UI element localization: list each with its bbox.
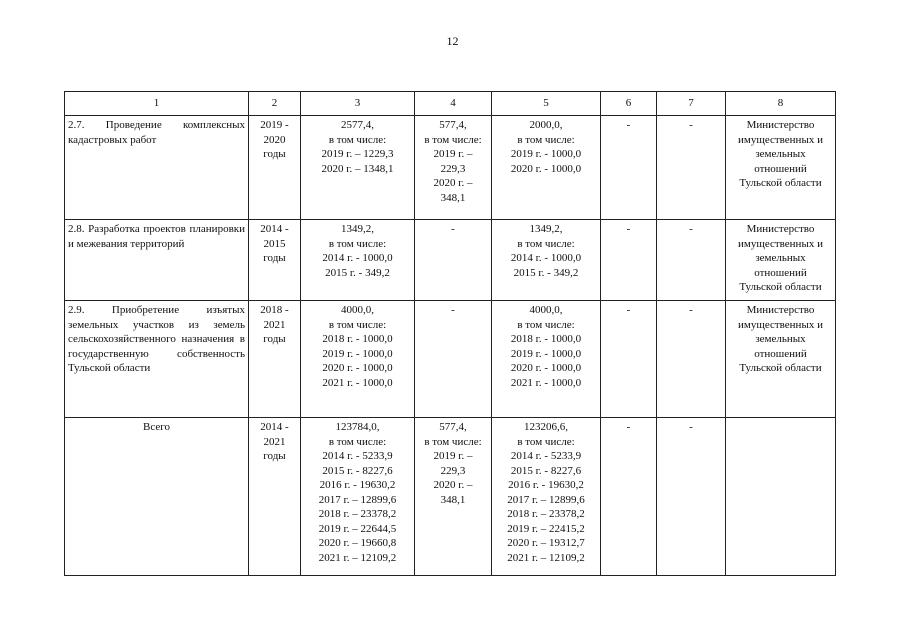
total-period-cell-line: 2021 — [263, 435, 286, 448]
regional-funding-cell-line: 2019 г. - 1000,0 — [510, 347, 582, 360]
responsible-executor-cell-line: Министерство — [746, 223, 815, 235]
total-regional-funding-cell-line: 2021 г. – 12109,2 — [507, 551, 585, 564]
regional-funding-cell-line: 2014 г. - 1000,0 — [510, 252, 582, 264]
table-header-row — [65, 92, 836, 116]
total-federal-funding-cell-line: 577,4, — [439, 421, 467, 433]
column-7-cell: - — [657, 301, 726, 418]
federal-funding-cell-line: 2020 г. – — [433, 177, 473, 189]
responsible-executor-cell-line: отношений — [754, 347, 807, 360]
table-body — [65, 92, 836, 576]
responsible-executor-cell — [726, 116, 836, 220]
grand-total-funding-cell-line: 2018 г. – 23378,2 — [318, 508, 397, 520]
responsible-executor-cell — [726, 220, 836, 301]
federal-funding-cell — [415, 220, 492, 301]
federal-funding-cell-line: в том числе: — [424, 133, 482, 146]
federal-funding-cell-line: 348,1 — [440, 191, 466, 204]
total-regional-funding-cell-line: 2019 г. – 22415,2 — [507, 522, 585, 535]
total-period-cell-line: годы — [263, 450, 286, 462]
total-federal-funding-cell-line: 348,1 — [440, 493, 466, 506]
total-regional-funding-cell-line: 123206,6, — [524, 421, 568, 433]
responsible-executor-cell-line: Тульской области — [739, 281, 822, 293]
header-cell-2: 2 — [249, 92, 301, 116]
responsible-executor-cell-line: земельных — [755, 252, 806, 264]
total-funding-cell-line: 2018 г. - 1000,0 — [322, 333, 393, 345]
regional-funding-cell-line: 2018 г. - 1000,0 — [510, 333, 582, 345]
column-7-cell: - — [657, 220, 726, 301]
regional-funding-cell-line: 1349,2, — [529, 223, 563, 235]
activity-name-cell: 2.7. Проведение комплексных кадастровых работ — [65, 116, 249, 220]
regional-funding-cell-line: 4000,0, — [529, 304, 563, 316]
regional-funding-cell-line: 2020 г. - 1000,0 — [510, 162, 582, 175]
grand-total-funding-cell-line: 2020 г. – 19660,8 — [318, 537, 397, 549]
period-cell — [249, 301, 301, 418]
grand-total-funding-cell-line: 2014 г. - 5233,9 — [322, 450, 393, 462]
total-regional-funding-cell-line: 2015 г. - 8227,6 — [510, 464, 582, 477]
total-executor-cell — [726, 418, 836, 576]
total-period-cell-line: 2014 - — [260, 421, 289, 433]
regional-funding-cell-line: в том числе: — [517, 237, 575, 250]
federal-funding-cell-line: 2019 г. – — [433, 148, 473, 160]
total-funding-cell-line: 2020 г. – 1348,1 — [321, 162, 394, 175]
total-period-cell — [249, 418, 301, 576]
total-regional-funding-cell — [492, 418, 601, 576]
period-cell-line: 2020 — [263, 133, 286, 146]
period-cell-line: 2021 — [263, 318, 286, 331]
total-funding-cell-line: 1349,2, — [341, 223, 374, 235]
total-funding-cell-line: 2020 г. - 1000,0 — [322, 362, 393, 374]
total-federal-funding-cell-line: 2020 г. – — [433, 479, 473, 491]
regional-funding-cell-line: в том числе: — [517, 133, 575, 146]
responsible-executor-cell-line: земельных — [755, 148, 806, 160]
header-cell-4: 4 — [415, 92, 492, 116]
total-funding-cell-line: в том числе: — [328, 318, 387, 331]
total-regional-funding-cell-line: 2018 г. – 23378,2 — [507, 508, 585, 520]
column-6-cell: - — [601, 116, 657, 220]
regional-funding-cell-line: 2021 г. - 1000,0 — [510, 376, 582, 389]
total-label-cell: Всего — [65, 418, 249, 576]
federal-funding-cell-line: - — [451, 223, 455, 235]
header-cell-8: 8 — [726, 92, 836, 116]
total-funding-cell-line: в том числе: — [328, 237, 387, 250]
total-federal-funding-cell-line: 229,3 — [440, 464, 466, 477]
period-cell — [249, 220, 301, 301]
regional-funding-cell-line: 2019 г. - 1000,0 — [510, 148, 582, 160]
regional-funding-cell-line: 2000,0, — [529, 119, 563, 131]
activity-name-cell: 2.8. Разработка проектов планировки и межевания территорий — [65, 220, 249, 301]
regional-funding-cell — [492, 116, 601, 220]
table-row — [65, 301, 836, 418]
table-row — [65, 116, 836, 220]
federal-funding-cell — [415, 301, 492, 418]
total-funding-cell-line: 2021 г. - 1000,0 — [322, 376, 393, 389]
total-regional-funding-cell-line: 2020 г. – 19312,7 — [507, 537, 585, 549]
header-cell-6: 6 — [601, 92, 657, 116]
responsible-executor-cell — [726, 301, 836, 418]
column-6-cell: - — [601, 220, 657, 301]
total-funding-cell-line: 2577,4, — [341, 119, 374, 131]
regional-funding-cell-line: в том числе: — [517, 318, 575, 331]
regional-funding-cell-line: 2020 г. - 1000,0 — [510, 362, 582, 374]
total-funding-cell — [301, 220, 415, 301]
responsible-executor-cell-line: Министерство — [746, 119, 815, 131]
federal-funding-cell — [415, 116, 492, 220]
grand-total-funding-cell — [301, 418, 415, 576]
total-federal-funding-cell-line: 2019 г. – — [433, 450, 473, 462]
responsible-executor-cell-line: отношений — [754, 162, 807, 175]
header-cell-3: 3 — [301, 92, 415, 116]
responsible-executor-cell-line: имущественных и — [738, 237, 823, 250]
regional-funding-cell-line: 2015 г. - 349,2 — [513, 266, 579, 279]
period-cell-line: годы — [263, 252, 286, 264]
responsible-executor-cell-line: земельных — [755, 333, 806, 345]
grand-total-funding-cell-line: в том числе: — [328, 435, 387, 448]
total-regional-funding-cell-line: 2014 г. - 5233,9 — [510, 450, 582, 462]
period-cell-line: годы — [263, 333, 286, 345]
header-cell-7: 7 — [657, 92, 726, 116]
grand-total-funding-cell-line: 2019 г. – 22644,5 — [318, 522, 397, 535]
total-regional-funding-cell-line: 2016 г. - 19630,2 — [508, 479, 584, 491]
total-funding-cell-line: в том числе: — [328, 133, 387, 146]
regional-funding-cell — [492, 301, 601, 418]
total-regional-funding-cell-line: 2017 г. – 12899,6 — [507, 493, 585, 506]
period-cell — [249, 116, 301, 220]
responsible-executor-cell-line: имущественных и — [738, 133, 823, 146]
table-row — [65, 220, 836, 301]
period-cell-line: 2018 - — [260, 304, 289, 316]
header-cell-5: 5 — [492, 92, 601, 116]
responsible-executor-cell-line: отношений — [754, 266, 807, 279]
federal-funding-cell-line: - — [451, 304, 455, 316]
total-column-7-cell: - — [657, 418, 726, 576]
total-funding-cell-line: 2014 г. - 1000,0 — [322, 252, 393, 264]
responsible-executor-cell-line: Тульской области — [739, 177, 822, 189]
total-row — [65, 418, 836, 576]
total-regional-funding-cell-line: в том числе: — [517, 435, 575, 448]
total-column-6-cell: - — [601, 418, 657, 576]
grand-total-funding-cell-line: 2015 г. - 8227,6 — [322, 464, 393, 477]
responsible-executor-cell-line: Министерство — [746, 304, 815, 316]
total-funding-cell-line: 2015 г. - 349,2 — [325, 266, 390, 279]
federal-funding-cell-line: 229,3 — [440, 162, 466, 175]
period-cell-line: годы — [263, 148, 286, 160]
responsible-executor-cell-line: имущественных и — [738, 318, 823, 331]
grand-total-funding-cell-line: 2016 г. - 19630,2 — [319, 479, 396, 491]
regional-funding-cell — [492, 220, 601, 301]
column-6-cell: - — [601, 301, 657, 418]
total-funding-cell-line: 4000,0, — [341, 304, 374, 316]
program-activities-table — [64, 91, 836, 576]
column-7-cell: - — [657, 116, 726, 220]
total-funding-cell — [301, 116, 415, 220]
responsible-executor-cell-line: Тульской области — [739, 362, 822, 374]
total-federal-funding-cell — [415, 418, 492, 576]
federal-funding-cell-line: 577,4, — [439, 119, 467, 131]
total-federal-funding-cell-line: в том числе: — [424, 435, 482, 448]
period-cell-line: 2014 - — [260, 223, 289, 235]
grand-total-funding-cell-line: 2017 г. – 12899,6 — [318, 493, 397, 506]
total-funding-cell-line: 2019 г. – 1229,3 — [321, 148, 394, 160]
grand-total-funding-cell-line: 2021 г. – 12109,2 — [318, 551, 397, 564]
page-number: 12 — [446, 34, 459, 48]
total-funding-cell-line: 2019 г. - 1000,0 — [322, 347, 393, 360]
header-cell-1: 1 — [65, 92, 249, 116]
grand-total-funding-cell-line: 123784,0, — [335, 421, 380, 433]
total-funding-cell — [301, 301, 415, 418]
activity-name-cell: 2.9. Приобретение изъятых земельных участков из земель сельскохозяйственного назначения в государственную собственность Тульской области — [65, 301, 249, 418]
period-cell-line: 2015 — [263, 237, 286, 250]
period-cell-line: 2019 - — [260, 119, 289, 131]
